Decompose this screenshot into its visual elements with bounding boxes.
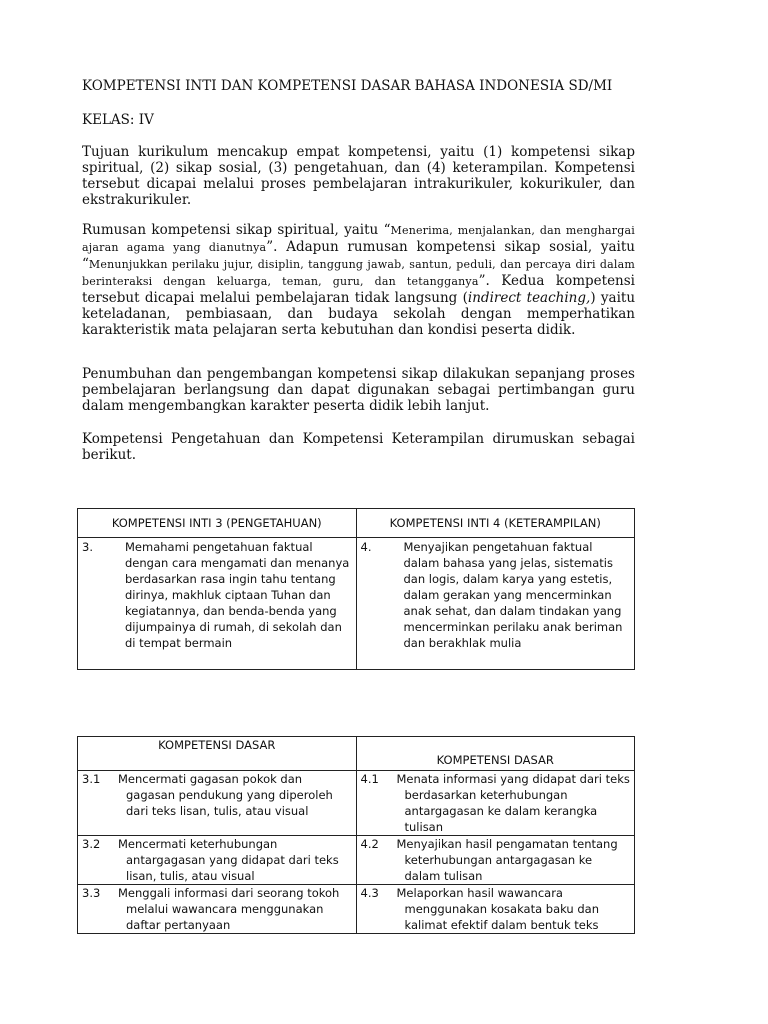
paragraph-attitude-development: Penumbuhan dan pengembangan kompetensi sikap dilakukan sepanjang proses pembelajaran berlangsung dan dapat digunakan sebagai pertimbangan guru dalam mengembangkan karakter peserta didik lebih lanjut. <box>82 366 635 414</box>
table-row <box>78 885 635 934</box>
ki3-cell <box>78 538 357 670</box>
kd-text: Menyajikan hasil pengamatan tentang keterhubungan antargagasan ke dalam tulisan <box>396 837 618 883</box>
paragraph-curriculum-goal: Tujuan kurikulum mencakup empat kompetensi, yaitu (1) kompetensi sikap spiritual, (2) sikap sosial, (3) pengetahuan, dan (4) keterampilan. Kompetensi tersebut dicapai melalui proses pembelajaran intrakurikuler, kokurikuler, dan ekstrakurikuler. <box>82 144 635 208</box>
ki4-number: 4. <box>360 540 372 554</box>
p2-text-a: Rumusan kompetensi sikap spiritual, yaitu “ <box>82 222 391 238</box>
ki3-text: Memahami pengetahuan faktual dengan cara mengamati dan menanya berdasarkan rasa ingin tahu tentang dirinya, makhluk ciptaan Tuhan dan kegiatannya, dan benda-benda yang dijumpainya di rumah, di sekolah dan di tempat bermain <box>125 540 350 650</box>
kd-right-header: KOMPETENSI DASAR <box>356 737 635 771</box>
ki4-text: Menyajikan pengetahuan faktual dalam bahasa yang jelas, sistematis dan logis, dalam karya yang estetis, dalam gerakan yang mencerminkan anak sehat, dan dalam tindakan yang mencerminkan perilaku anak beriman dan berakhlak mulia <box>403 540 623 650</box>
kd-number: 4.1 <box>360 772 379 786</box>
ki4-cell <box>356 538 635 670</box>
table-row <box>78 836 635 885</box>
document-title: KOMPETENSI INTI DAN KOMPETENSI DASAR BAHASA INDONESIA SD/MI <box>82 78 613 94</box>
p2-quote-social: Menunjukkan perilaku jujur, disiplin, tanggung jawab, santun, peduli, dan percaya diri dalam berinteraksi dengan keluarga, teman, guru, dan tetangganya <box>82 258 635 288</box>
ki3-header: KOMPETENSI INTI 3 (PENGETAHUAN) <box>78 509 357 538</box>
kd-text: Melaporkan hasil wawancara menggunakan kosakata baku dan kalimat efektif dalam bentuk teks <box>396 886 600 932</box>
kd-number: 4.3 <box>360 886 379 900</box>
class-label: KELAS: IV <box>82 112 154 128</box>
paragraph-attitude-competence <box>82 222 635 338</box>
ki4-header: KOMPETENSI INTI 4 (KETERAMPILAN) <box>356 509 635 538</box>
kd-number: 3.3 <box>82 886 101 900</box>
p2-text-e: ”. Kedua kompetensi tersebut dicapai melalui pembelajaran tidak langsung ( <box>82 273 635 306</box>
kd-number: 3.2 <box>82 837 101 851</box>
kd-text: Menggali informasi dari seorang tokoh melalui wawancara menggunakan daftar pertanyaan <box>118 886 340 932</box>
kd-number: 4.2 <box>360 837 379 851</box>
p2-text-c: ”. Adapun rumusan kompetensi sikap sosial, yaitu “ <box>82 239 635 272</box>
kd-left-header: KOMPETENSI DASAR <box>78 737 357 771</box>
kd-text: Mencermati gagasan pokok dan gagasan pendukung yang diperoleh dari teks lisan, tulis, atau visual <box>118 772 333 818</box>
core-competence-table <box>77 508 635 670</box>
ki3-number: 3. <box>82 540 93 554</box>
p2-italic-term: indirect teaching, <box>467 290 591 306</box>
p2-quote-spiritual: Menerima, menjalankan, dan menghargai ajaran agama yang dianutnya <box>82 224 635 254</box>
kd-number: 3.1 <box>82 772 101 786</box>
kd-text: Mencermati keterhubungan antargagasan yang didapat dari teks lisan, tulis, atau visual <box>118 837 339 883</box>
kd-text: Menata informasi yang didapat dari teks berdasarkan keterhubungan antargagasan ke dalam kerangka tulisan <box>396 772 630 834</box>
p2-text-g: ) yaitu keteladanan, pembiasaan, dan budaya sekolah dengan memperhatikan karakteristik mata pelajaran serta kebutuhan dan kondisi peserta didik. <box>82 290 636 338</box>
basic-competence-table <box>77 736 635 934</box>
paragraph-intro-tables: Kompetensi Pengetahuan dan Kompetensi Keterampilan dirumuskan sebagai berikut. <box>82 431 635 463</box>
table-row <box>78 771 635 836</box>
